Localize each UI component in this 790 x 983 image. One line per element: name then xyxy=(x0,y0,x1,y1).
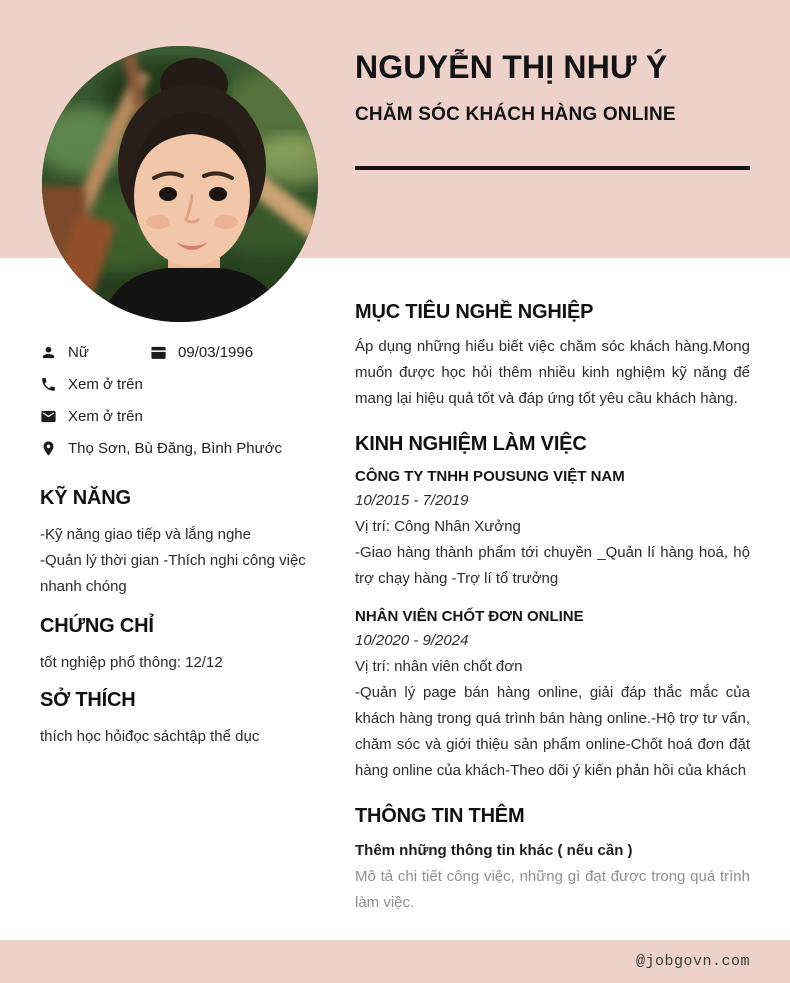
candidate-name: NGUYỄN THỊ NHƯ Ý xyxy=(355,49,668,85)
hobbies-heading: SỞ THÍCH xyxy=(40,689,136,711)
header-divider xyxy=(355,166,750,170)
job-description: -Giao hàng thành phẩm tới chuyền _Quản lí hàng hoá, hộ trợ chạy hàng -Trợ lí tổ trưởng xyxy=(355,544,750,587)
objective-section xyxy=(355,300,750,412)
certificates-line: tốt nghiệp phổ thông: 12/12 xyxy=(40,654,223,671)
watermark: @jobgovn.com xyxy=(635,953,750,970)
job-company: NHÂN VIÊN CHỐT ĐƠN ONLINE xyxy=(355,608,584,625)
job-company: CÔNG TY TNHH POUSUNG VIỆT NAM xyxy=(355,468,625,485)
candidate-job-title: CHĂM SÓC KHÁCH HÀNG ONLINE xyxy=(355,104,676,125)
birthday-value: 09/03/1996 xyxy=(178,343,254,361)
job-dates: 10/2015 - 7/2019 xyxy=(355,492,469,509)
job-position: Vị trí: Công Nhân Xưởng xyxy=(355,518,521,535)
additional-info-section xyxy=(355,804,750,916)
job-description: -Quản lý page bán hàng online, giải đáp thắc mắc của khách hàng trong quá trình bán hàng online.-Hộ trợ tư vấn, chăm sóc và giới thiệu sản phẩm online-Chốt hoá đơn đặt hàng online của khách-Theo dõi ý kiến phản hồi của khách xyxy=(355,684,750,779)
gender-item xyxy=(40,344,150,361)
profile-photo xyxy=(42,46,318,322)
portrait-illustration xyxy=(42,46,318,322)
calendar-icon xyxy=(150,344,167,361)
skills-line: -Kỹ năng giao tiếp và lắng nghe xyxy=(40,526,251,543)
additional-info-heading: THÔNG TIN THÊM xyxy=(355,805,525,827)
job-dates: 10/2020 - 9/2024 xyxy=(355,632,469,649)
birthday-item xyxy=(150,344,253,361)
skills-heading: KỸ NĂNG xyxy=(40,487,131,509)
left-column xyxy=(40,343,325,750)
person-icon xyxy=(40,344,57,361)
job-entry xyxy=(355,466,750,592)
contact-row-address xyxy=(40,439,325,457)
contact-row-phone xyxy=(40,375,325,393)
phone-value: Xem ở trên xyxy=(68,375,143,393)
email-icon xyxy=(40,408,57,425)
contact-row-gender-birthday xyxy=(40,343,325,361)
location-pin-icon xyxy=(40,440,57,457)
job-position: Vị trí: nhân viên chốt đơn xyxy=(355,658,523,675)
additional-info-note: Mô tả chi tiết công việc, những gì đạt được trong quá trình làm việc. xyxy=(355,868,750,911)
hobbies-line: thích học hỏiđọc sáchtập thể dục xyxy=(40,728,260,745)
additional-info-subheading: Thêm những thông tin khác ( nếu cần ) xyxy=(355,842,633,859)
certificates-heading: CHỨNG CHỈ xyxy=(40,615,154,637)
phone-icon xyxy=(40,376,57,393)
gender-value: Nữ xyxy=(68,343,89,361)
experience-section xyxy=(355,432,750,784)
contact-row-email xyxy=(40,407,325,425)
header-text-block xyxy=(355,48,750,170)
skills-line: -Quản lý thời gian -Thích nghi công việc nhanh chóng xyxy=(40,552,306,595)
footer-bar xyxy=(0,940,790,983)
right-column xyxy=(355,300,750,936)
email-value: Xem ở trên xyxy=(68,407,143,425)
experience-heading: KINH NGHIỆM LÀM VIỆC xyxy=(355,433,587,455)
objective-text: Áp dụng những hiểu biết việc chăm sóc khách hàng.Mong muốn được học hỏi thêm nhiều kinh nghiệm kỹ năng để mang lại hiệu quả tốt và đáp ứng tốt yêu cầu khách hàng. xyxy=(355,338,750,407)
job-entry xyxy=(355,606,750,784)
address-value: Thọ Sơn, Bù Đăng, Bình Phước xyxy=(68,439,282,457)
objective-heading: MỤC TIÊU NGHỀ NGHIỆP xyxy=(355,301,594,323)
